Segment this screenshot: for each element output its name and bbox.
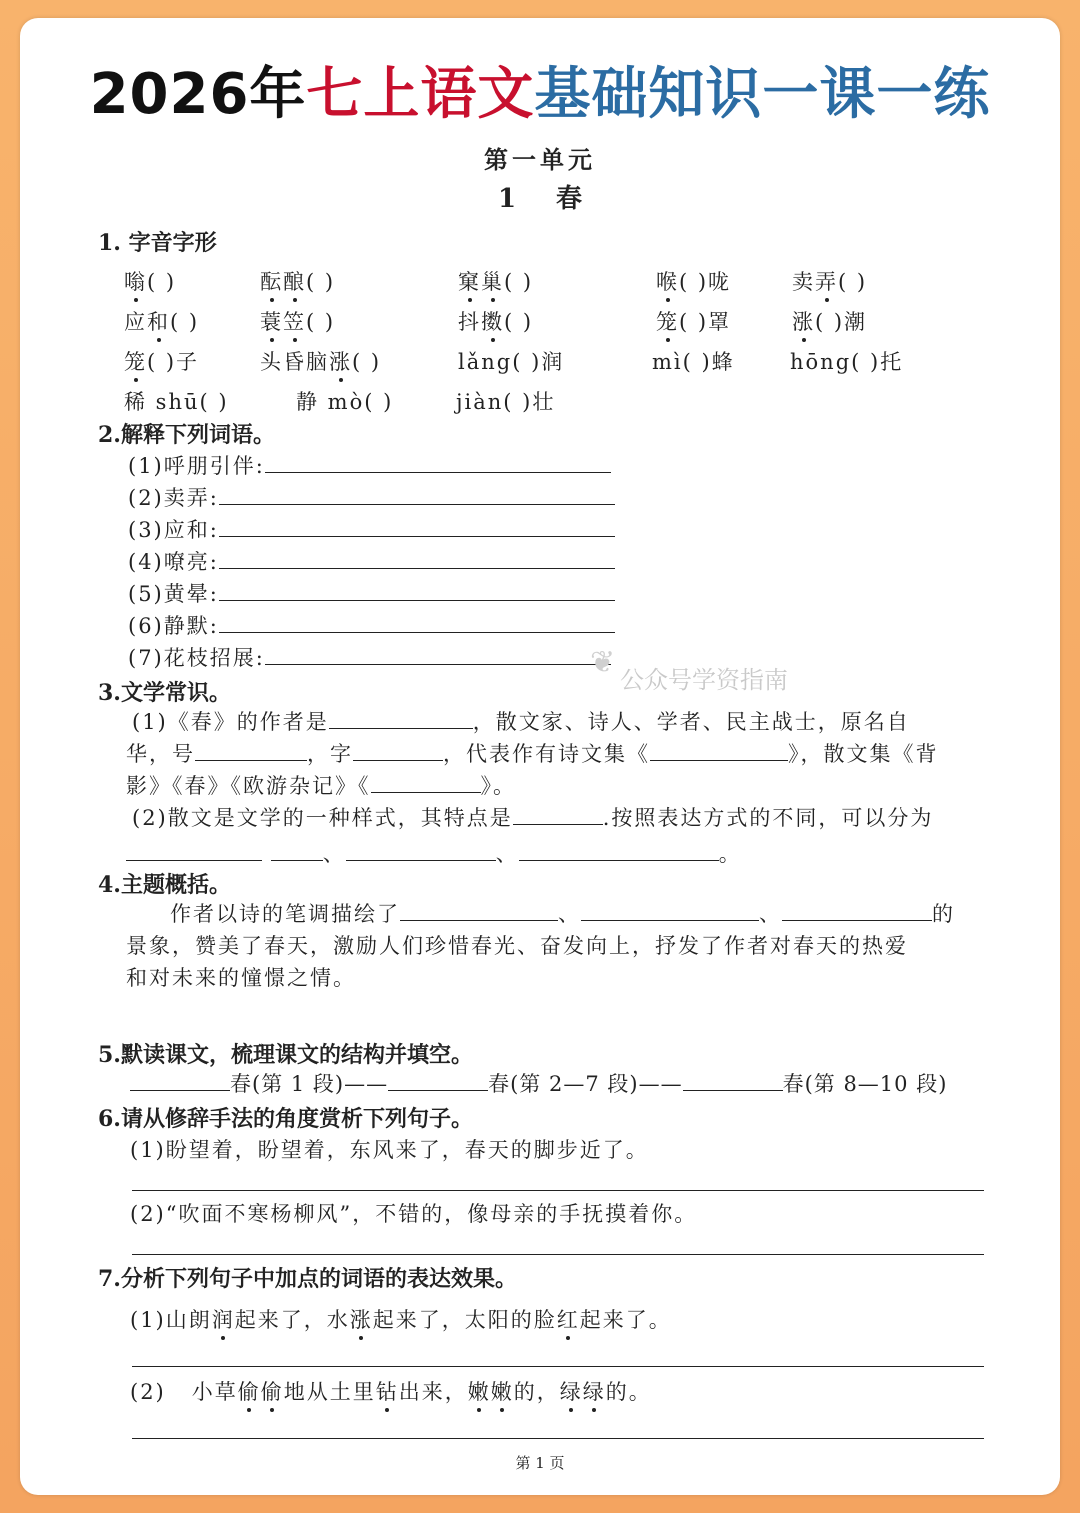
q1-item: hōng( )托 — [790, 350, 904, 374]
watermark-icon: ❦ — [590, 645, 616, 680]
q2-item: (6)静默: — [128, 610, 615, 640]
q2-heading: 2.解释下列词语。 — [98, 422, 275, 448]
q3-line: 、 、 。 — [126, 838, 742, 868]
q7-sentence: (1)山朗润起来了，水涨起来了，太阳的脸红起来了。 — [130, 1304, 672, 1334]
q5-structure: 春(第 1 段)—— 春(第 2—7 段)—— 春(第 8—10 段) — [130, 1068, 947, 1098]
q1-heading: 1. 字音字形 — [98, 230, 217, 256]
q2-item: (3)应和: — [128, 514, 615, 544]
q1-item: 酝酿( ) — [260, 266, 335, 296]
q1-item: 笼( )子 — [124, 346, 199, 376]
q1-item: 喉( )咙 — [656, 266, 731, 296]
q1-item: lǎng( )润 — [458, 350, 565, 374]
lesson-title — [0, 178, 1080, 215]
q3-heading: 3.文学常识。 — [98, 680, 231, 706]
q1-item: 卖弄( ) — [792, 266, 867, 296]
answer-line — [132, 1438, 984, 1439]
q7-heading: 7.分析下列句子中加点的词语的表达效果。 — [98, 1266, 517, 1292]
answer-line — [132, 1190, 984, 1191]
q1-item: mì( )蜂 — [652, 350, 735, 374]
q1-item: 嗡( ) — [124, 266, 176, 296]
q1-item: 蓑笠( ) — [260, 306, 335, 336]
q3-line: 影》《春》《欧游杂记》《 》。 — [126, 774, 516, 798]
q1-item: 涨( )潮 — [792, 306, 867, 336]
q4-line: 作者以诗的笔调描绘了 、 、 的 — [170, 902, 955, 926]
q2-item: (2)卖弄: — [128, 482, 615, 512]
answer-line — [132, 1366, 984, 1367]
unit-title: 第一单元 — [484, 145, 596, 174]
q1-item: 头昏脑涨( ) — [260, 346, 381, 376]
q2-item: (1)呼朋引伴: — [128, 450, 611, 480]
title-year: 2026年 — [89, 62, 307, 127]
title-subject: 七上语文 — [306, 62, 535, 127]
q6-sentence: (2)“吹面不寒杨柳风”，不错的，像母亲的手抚摸着你。 — [130, 1202, 698, 1226]
q2-item: (7)花枝招展: — [128, 642, 611, 672]
q1-item: 静 mò( ) — [296, 390, 394, 414]
q4-heading: 4.主题概括。 — [98, 872, 231, 898]
lesson-number: 1 — [497, 184, 517, 214]
page-title — [0, 50, 1080, 130]
q3-line: 华，号 ，字 ，代表作有诗文集《 》，散文集《背 — [126, 742, 939, 766]
q5-heading: 5.默读课文，梳理课文的结构并填空。 — [98, 1042, 473, 1068]
q2-item: (4)嘹亮: — [128, 546, 615, 576]
watermark-text: 公众号学资指南 — [620, 666, 788, 694]
q7-sentence: (2) 小草偷偷地从土里钻出来，嫩嫩的，绿绿的。 — [130, 1376, 652, 1406]
q1-item: 应和( ) — [124, 306, 199, 336]
q1-item: jiàn( )壮 — [456, 390, 556, 414]
q6-sentence: (1)盼望着，盼望着，东风来了，春天的脚步近了。 — [130, 1138, 649, 1162]
page-number: 第 1 页 — [515, 1454, 565, 1472]
q1-item: 窠巢( ) — [458, 266, 533, 296]
q3-line: (1)《春》的作者是 ，散文家、诗人、学者、民主战士，原名自 — [132, 710, 910, 734]
q6-heading: 6.请从修辞手法的角度赏析下列句子。 — [98, 1106, 473, 1132]
q2-item: (5)黄晕: — [128, 578, 615, 608]
q4-line: 和对未来的憧憬之情。 — [126, 966, 356, 990]
title-topic: 基础知识一课一练 — [534, 62, 991, 127]
lesson-name: 春 — [556, 184, 583, 214]
q1-item: 笼( )罩 — [656, 306, 731, 336]
q3-line: (2)散文是文学的一种样式，其特点是 .按照表达方式的不同，可以分为 — [132, 806, 934, 830]
q1-item: 抖擞( ) — [458, 306, 533, 336]
answer-line — [132, 1254, 984, 1255]
q1-item: 稀 shū( ) — [124, 390, 229, 414]
q4-line: 景象，赞美了春天，激励人们珍惜春光、奋发向上，抒发了作者对春天的热爱 — [126, 934, 908, 958]
